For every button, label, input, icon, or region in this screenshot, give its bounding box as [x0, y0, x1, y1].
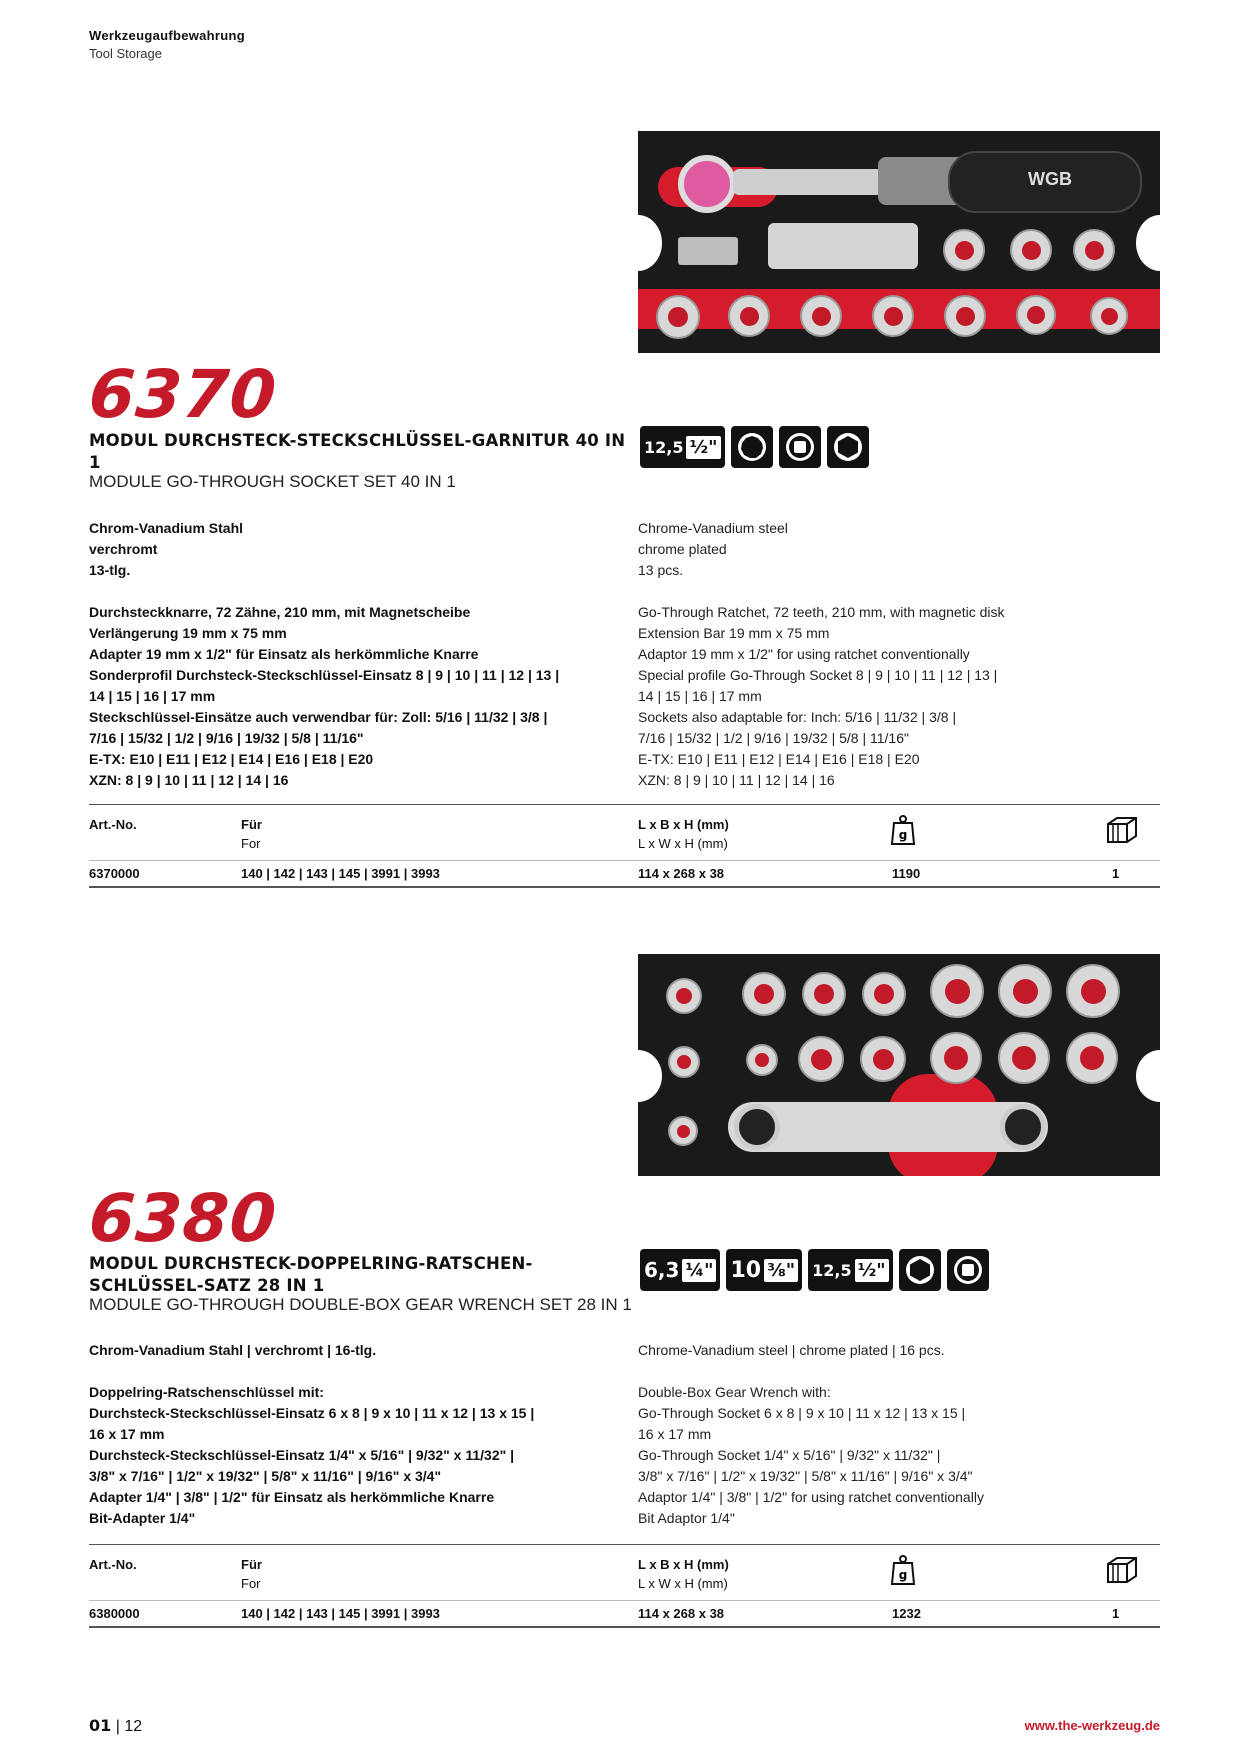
art-no-value: 6370000: [89, 866, 140, 881]
weight-icon: [889, 1554, 917, 1591]
hex-socket-icon: [899, 1249, 941, 1291]
product-title-de: MODUL DURCHSTECK-STECKSCHLÜSSEL-GARNITUR 40 IN 1: [89, 431, 626, 472]
for-value: 140 | 142 | 143 | 145 | 3991 | 3993: [241, 866, 440, 881]
quantity-value: 1: [1112, 866, 1120, 881]
12-point-socket-icon: [731, 426, 773, 468]
package-quantity-icon: [1105, 814, 1139, 851]
dimensions-value: 114 x 268 x 38: [638, 866, 725, 881]
spec-badges: [640, 426, 869, 468]
section-number: 01: [89, 1716, 112, 1735]
dimensions-header-en: L x W x H (mm): [638, 1576, 728, 1591]
quantity-value: 1: [1112, 1606, 1120, 1621]
properties-de: Chrom-Vanadium Stahl verchromt 13-tlg. Durchsteckknarre, 72 Zähne, 210 mm, mit Magnetscheibe Verlängerung 19 mm x 75 mm Adapter 19 mm x 1/2" für Einsatz als herkömmliche Knarre Sonderprofil Durchsteck-Steckschlüssel-Einsatz 8 | 9 | 10 | 11 | 12 | 13 | 14 | 15 | 16 | 17 mm Steckschlüssel-Einsätze auch verwendbar für: Zoll: 5/16 | 11/32 | 3/8 | 7/16 | 15/32 | 1/2 | 9/16 | 19/32 | 5/8 | 11/16" E-TX: E10 | E11 | E12 | E14 | E16 | E18 | E20 XZN: 8 | 9 | 10 | 11 | 12 | 14 | 16: [89, 520, 560, 788]
hex-socket-icon: [827, 426, 869, 468]
properties-de: Chrom-Vanadium Stahl | verchromt | 16-tlg. Doppelring-Ratschenschlüssel mit: Durchsteck-Steckschlüssel-Einsatz 6 x 8 | 9 x 10 | 11 x 12 | 13 x 15 | 16 x 17 mm Durchsteck-Steckschlüssel-Einsatz 1/4" x 5/16" | 9/32" x 11/32" | 3/8" x 7/16" | 1/2" x 19/32" | 5/8" x 11/16" | 9/16" x 3/4" Adapter 1/4" | 3/8" | 1/2" für Einsatz als herkömmliche Knarre Bit-Adapter 1/4": [89, 1342, 535, 1526]
dimensions-header-de: L x B x H (mm): [638, 1557, 729, 1572]
product-title-en: MODULE GO-THROUGH SOCKET SET 40 IN 1: [89, 472, 456, 491]
properties-en: Chrome-Vanadium steel chrome plated 13 pcs. Go-Through Ratchet, 72 teeth, 210 mm, with magnetic disk Extension Bar 19 mm x 75 mm Adaptor 19 mm x 1/2" for using ratchet conventionally Special profile Go-Through Socket 8 | 9 | 10 | 11 | 12 | 13 | 14 | 15 | 16 | 17 mm Sockets also adaptable for: Inch: 5/16 | 11/32 | 3/8 | 7/16 | 15/32 | 1/2 | 9/16 | 19/32 | 5/8 | 11/16" E-TX: E10 | E11 | E12 | E14 | E16 | E18 | E20 XZN: 8 | 9 | 10 | 11 | 12 | 14 | 16: [638, 520, 1005, 788]
page-number: 01 | 12: [89, 1716, 143, 1735]
dimensions-value: 114 x 268 x 38: [638, 1606, 725, 1621]
dimensions-header-en: L x W x H (mm): [638, 836, 728, 851]
product-photo-6370: WGB: [638, 131, 1160, 353]
for-header-de: Für: [241, 1557, 262, 1572]
art-no-value: 6380000: [89, 1606, 140, 1621]
website-link[interactable]: www.the-werkzeug.de: [1024, 1718, 1160, 1733]
properties-en: Chrome-Vanadium steel | chrome plated | 16 pcs. Double-Box Gear Wrench with: Go-Through Socket 6 x 8 | 9 x 10 | 11 x 12 | 13 x 15 | 16 x 17 mm Go-Through Socket 1/4" x 5/16" | 9/32" x 11/32" | 3/8" x 7/16" | 1/2" x 19/32" | 5/8" x 11/16" | 9/16" x 3/4" Adaptor 1/4" | 3/8" | 1/2" for using ratchet conventionally Bit Adaptor 1/4": [638, 1342, 984, 1526]
spec-table-6370: [89, 804, 1160, 890]
art-no-header: Art.-No.: [89, 817, 137, 832]
for-header-de: Für: [241, 817, 262, 832]
product-number: 6370: [86, 356, 280, 433]
drive-size-badge: 6,3 ¼": [640, 1249, 720, 1291]
svg-text:g: g: [898, 828, 908, 842]
product-title-en: MODULE GO-THROUGH DOUBLE-BOX GEAR WRENCH SET 28 IN 1: [89, 1295, 632, 1314]
spec-badges: [640, 1249, 989, 1291]
art-no-header: Art.-No.: [89, 1557, 137, 1572]
drive-size-badge: 10 ⅜": [726, 1249, 802, 1291]
svg-text:g: g: [898, 1568, 908, 1582]
weight-icon: [889, 814, 917, 851]
for-header-en: For: [241, 1576, 261, 1591]
weight-value: 1190: [892, 866, 921, 881]
drive-size-badge: 12,5 ½": [640, 426, 725, 468]
product-number: 6380: [86, 1180, 280, 1257]
weight-value: 1232: [892, 1606, 921, 1621]
drive-size-badge: 12,5 ½": [808, 1249, 893, 1291]
dimensions-header-de: L x B x H (mm): [638, 817, 729, 832]
square-drive-icon: [947, 1249, 989, 1291]
product-photo-6380: [638, 954, 1160, 1176]
product-title-de: MODUL DURCHSTECK-DOPPELRING-RATSCHEN-SCHLÜSSEL-SATZ 28 IN 1: [89, 1254, 533, 1295]
spec-table-6380: [89, 1544, 1160, 1630]
category-title-de: Werkzeugaufbewahrung: [89, 28, 246, 43]
package-quantity-icon: [1105, 1554, 1139, 1591]
for-header-en: For: [241, 836, 261, 851]
square-drive-icon: [779, 426, 821, 468]
for-value: 140 | 142 | 143 | 145 | 3991 | 3993: [241, 1606, 440, 1621]
page-index: 12: [124, 1718, 143, 1735]
category-title-en: Tool Storage: [89, 46, 162, 61]
